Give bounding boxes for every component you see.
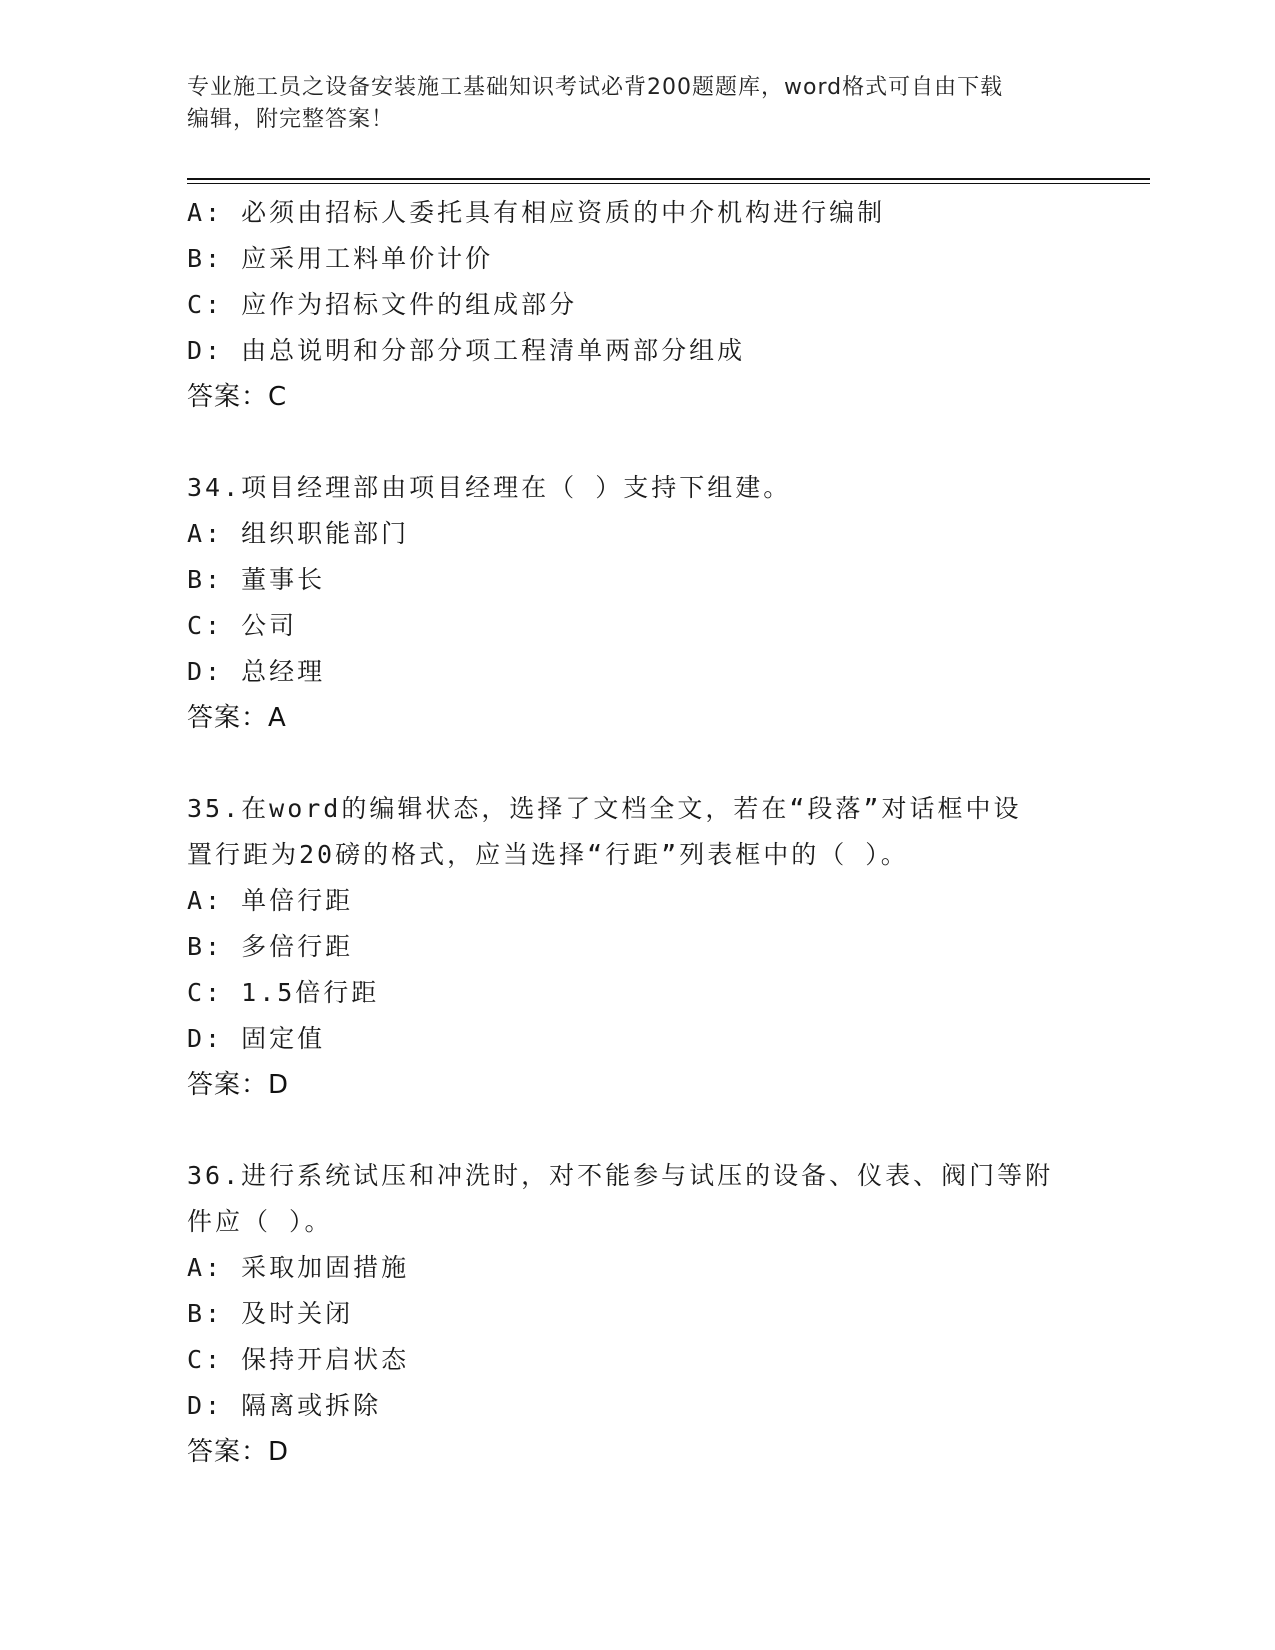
answer: 答案：C (187, 382, 288, 412)
question-stem-line-1: 36.进行系统试压和冲洗时，对不能参与试压的设备、仪表、阀门等附 (187, 1161, 1054, 1190)
option-c: C: 公司 (187, 611, 298, 640)
question-stem: 34.项目经理部由项目经理在（ ）支持下组建。 (187, 473, 792, 502)
answer: 答案：D (187, 1070, 290, 1100)
option-d: D: 由总说明和分部分项工程清单两部分组成 (187, 336, 746, 365)
question-spacer (187, 1108, 1087, 1153)
header-divider-thin (187, 183, 1150, 184)
header-divider-thick (187, 178, 1150, 180)
header-title-line-1: 专业施工员之设备安装施工基础知识考试必背200题题库，word格式可自由下载 (187, 75, 1004, 100)
document-header (187, 72, 1087, 136)
question-34 (187, 465, 1087, 741)
option-d: D: 固定值 (187, 1024, 326, 1053)
option-c: C: 1.5倍行距 (187, 978, 380, 1007)
option-a: A: 采取加固措施 (187, 1253, 410, 1282)
option-a: A: 单倍行距 (187, 886, 354, 915)
question-33 (187, 190, 1087, 420)
question-stem-line-1: 35.在word的编辑状态，选择了文档全文，若在“段落”对话框中设 (187, 794, 1022, 823)
answer: 答案：D (187, 1437, 290, 1467)
option-c: C: 保持开启状态 (187, 1345, 410, 1374)
answer: 答案：A (187, 703, 287, 733)
option-c: C: 应作为招标文件的组成部分 (187, 290, 578, 319)
option-a: A: 组织职能部门 (187, 519, 410, 548)
question-list (187, 190, 1087, 1475)
question-36 (187, 1153, 1087, 1475)
option-b: B: 及时关闭 (187, 1299, 354, 1328)
option-d: D: 隔离或拆除 (187, 1391, 382, 1420)
option-b: B: 多倍行距 (187, 932, 354, 961)
question-stem-line-2: 件应（ ）。 (187, 1207, 333, 1236)
option-b: B: 应采用工料单价计价 (187, 244, 494, 273)
question-35 (187, 786, 1087, 1108)
option-d: D: 总经理 (187, 657, 326, 686)
question-spacer (187, 741, 1087, 786)
question-spacer (187, 420, 1087, 465)
option-b: B: 董事长 (187, 565, 326, 594)
option-a: A: 必须由招标人委托具有相应资质的中介机构进行编制 (187, 198, 886, 227)
header-title-line-2: 编辑，附完整答案！ (187, 107, 395, 132)
question-stem-line-2: 置行距为20磅的格式，应当选择“行距”列表框中的（ ）。 (187, 840, 909, 869)
